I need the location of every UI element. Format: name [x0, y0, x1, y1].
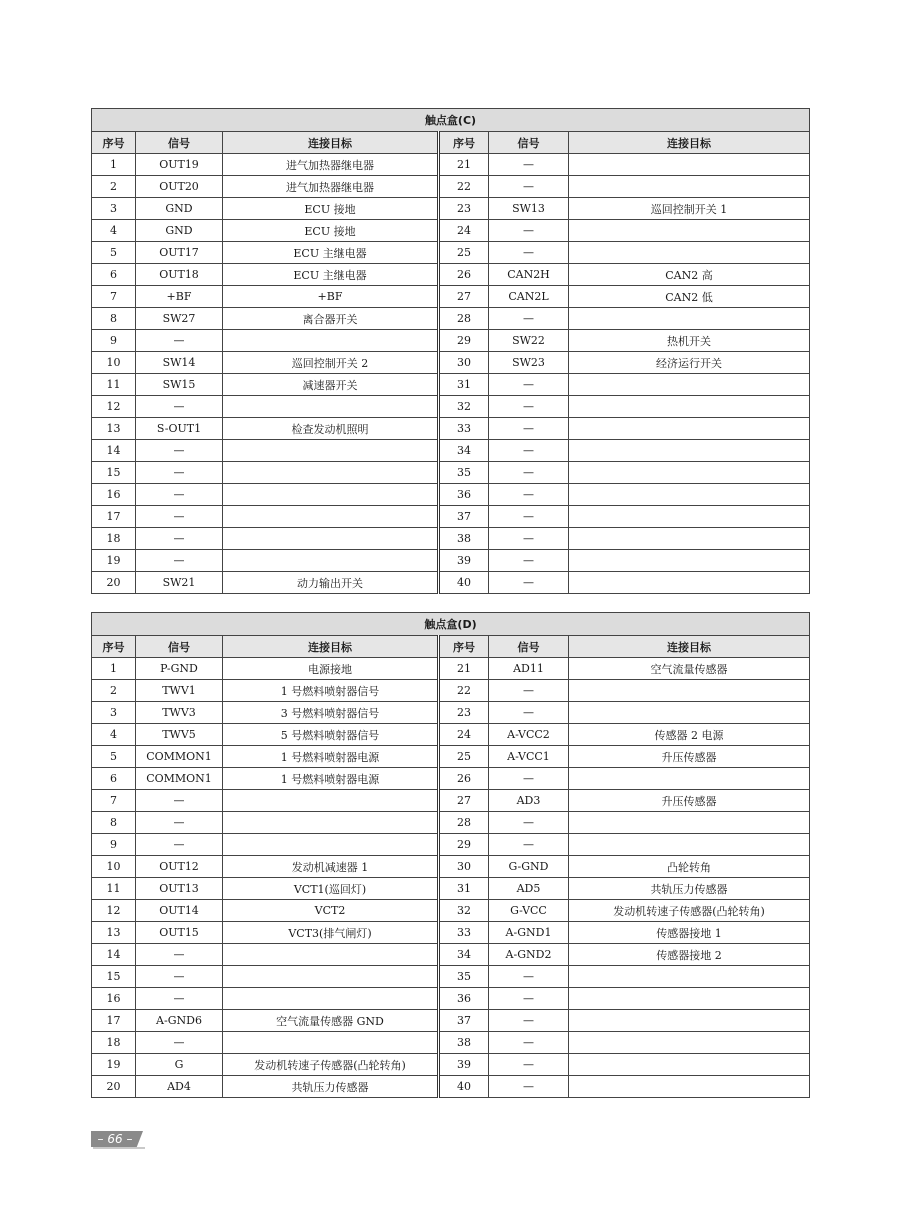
cell-index: 38 [439, 528, 489, 550]
table-row [92, 352, 810, 374]
cell-signal: G-GND [489, 856, 569, 878]
cell-signal: — [489, 506, 569, 528]
cell-signal: — [489, 396, 569, 418]
table-row [92, 1010, 810, 1032]
cell-target: 传感器接地 2 [569, 944, 810, 966]
table-row [92, 1076, 810, 1098]
cell-target [223, 440, 439, 462]
cell-target [223, 396, 439, 418]
cell-target: CAN2 低 [569, 286, 810, 308]
cell-index: 24 [439, 220, 489, 242]
cell-index: 1 [92, 154, 136, 176]
table-row [92, 658, 810, 680]
table-row [92, 900, 810, 922]
cell-target: VCT2 [223, 900, 439, 922]
cell-signal: — [136, 966, 223, 988]
cell-index: 29 [439, 330, 489, 352]
cell-signal: — [489, 374, 569, 396]
page-number-shadow [93, 1147, 145, 1149]
cell-signal: A-VCC2 [489, 724, 569, 746]
column-header-target: 连接目标 [569, 132, 810, 154]
cell-index: 22 [439, 176, 489, 198]
cell-index: 4 [92, 220, 136, 242]
cell-target [569, 1076, 810, 1098]
cell-target: 共轨压力传感器 [569, 878, 810, 900]
cell-signal: SW27 [136, 308, 223, 330]
cell-target [569, 966, 810, 988]
cell-target: 升压传感器 [569, 746, 810, 768]
cell-signal: — [489, 176, 569, 198]
cell-index: 9 [92, 834, 136, 856]
cell-index: 34 [439, 440, 489, 462]
cell-target: 共轨压力传感器 [223, 1076, 439, 1098]
cell-signal: — [136, 790, 223, 812]
cell-index: 12 [92, 900, 136, 922]
cell-index: 23 [439, 198, 489, 220]
cell-signal: — [136, 396, 223, 418]
column-header-signal: 信号 [136, 636, 223, 658]
column-header-index: 序号 [439, 636, 489, 658]
cell-target: ECU 主继电器 [223, 264, 439, 286]
table-row [92, 724, 810, 746]
cell-index: 27 [439, 790, 489, 812]
cell-index: 10 [92, 856, 136, 878]
cell-signal: OUT17 [136, 242, 223, 264]
cell-index: 6 [92, 264, 136, 286]
cell-target: 发动机减速器 1 [223, 856, 439, 878]
cell-signal: A-GND1 [489, 922, 569, 944]
cell-target: 5 号燃料喷射器信号 [223, 724, 439, 746]
cell-target [569, 1010, 810, 1032]
cell-index: 18 [92, 1032, 136, 1054]
cell-index: 25 [439, 242, 489, 264]
cell-signal: — [136, 550, 223, 572]
column-header-signal: 信号 [136, 132, 223, 154]
table-row [92, 440, 810, 462]
cell-target: 巡回控制开关 1 [569, 198, 810, 220]
cell-target: 巡回控制开关 2 [223, 352, 439, 374]
cell-target [569, 418, 810, 440]
cell-signal: G [136, 1054, 223, 1076]
cell-signal: — [489, 988, 569, 1010]
cell-signal: OUT15 [136, 922, 223, 944]
table-row [92, 374, 810, 396]
cell-index: 16 [92, 988, 136, 1010]
cell-signal: OUT14 [136, 900, 223, 922]
cell-signal: AD3 [489, 790, 569, 812]
cell-index: 5 [92, 746, 136, 768]
cell-signal: SW21 [136, 572, 223, 594]
cell-index: 36 [439, 484, 489, 506]
cell-target [569, 484, 810, 506]
cell-signal: GND [136, 198, 223, 220]
cell-signal: SW22 [489, 330, 569, 352]
cell-signal: — [489, 308, 569, 330]
cell-index: 31 [439, 878, 489, 900]
cell-target: 1 号燃料喷射器电源 [223, 746, 439, 768]
cell-index: 35 [439, 462, 489, 484]
table-row [92, 528, 810, 550]
cell-target: 空气流量传感器 GND [223, 1010, 439, 1032]
table-row [92, 1032, 810, 1054]
cell-target [569, 242, 810, 264]
cell-target: 传感器接地 1 [569, 922, 810, 944]
cell-target: 1 号燃料喷射器信号 [223, 680, 439, 702]
cell-target [569, 834, 810, 856]
cell-index: 31 [439, 374, 489, 396]
cell-index: 18 [92, 528, 136, 550]
cell-target: 发动机转速子传感器(凸轮转角) [569, 900, 810, 922]
cell-index: 1 [92, 658, 136, 680]
table-row [92, 922, 810, 944]
column-header-index: 序号 [439, 132, 489, 154]
cell-target [223, 506, 439, 528]
cell-signal: — [136, 528, 223, 550]
cell-target [569, 154, 810, 176]
table-row [92, 264, 810, 286]
cell-signal: — [489, 242, 569, 264]
cell-target [569, 462, 810, 484]
table-row [92, 856, 810, 878]
cell-index: 14 [92, 440, 136, 462]
table-row [92, 680, 810, 702]
table-row [92, 878, 810, 900]
cell-index: 30 [439, 352, 489, 374]
table-row [92, 176, 810, 198]
cell-index: 38 [439, 1032, 489, 1054]
cell-signal: — [489, 528, 569, 550]
cell-index: 32 [439, 396, 489, 418]
cell-index: 35 [439, 966, 489, 988]
cell-index: 25 [439, 746, 489, 768]
cell-index: 26 [439, 768, 489, 790]
cell-target [223, 988, 439, 1010]
cell-target: 减速器开关 [223, 374, 439, 396]
cell-index: 19 [92, 1054, 136, 1076]
cell-index: 34 [439, 944, 489, 966]
page-number-text: – 66 – [97, 1132, 133, 1146]
cell-signal: TWV1 [136, 680, 223, 702]
cell-target [569, 1032, 810, 1054]
table-row [92, 790, 810, 812]
cell-index: 20 [92, 1076, 136, 1098]
cell-index: 2 [92, 680, 136, 702]
cell-index: 29 [439, 834, 489, 856]
cell-target: 热机开关 [569, 330, 810, 352]
cell-target [223, 550, 439, 572]
table-row [92, 396, 810, 418]
cell-index: 4 [92, 724, 136, 746]
cell-signal: A-GND2 [489, 944, 569, 966]
cell-signal: COMMON1 [136, 746, 223, 768]
cell-signal: CAN2H [489, 264, 569, 286]
cell-target: 凸轮转角 [569, 856, 810, 878]
cell-index: 28 [439, 812, 489, 834]
cell-signal: AD5 [489, 878, 569, 900]
cell-index: 37 [439, 506, 489, 528]
cell-signal: OUT12 [136, 856, 223, 878]
cell-index: 3 [92, 702, 136, 724]
cell-target [223, 834, 439, 856]
cell-index: 8 [92, 812, 136, 834]
table-row [92, 506, 810, 528]
cell-index: 15 [92, 462, 136, 484]
cell-signal: A-VCC1 [489, 746, 569, 768]
cell-target [569, 702, 810, 724]
cell-target [223, 966, 439, 988]
cell-target: VCT3(排气闸灯) [223, 922, 439, 944]
cell-target [569, 572, 810, 594]
cell-target: CAN2 高 [569, 264, 810, 286]
table-row [92, 812, 810, 834]
cell-signal: — [136, 988, 223, 1010]
column-header-target: 连接目标 [223, 132, 439, 154]
cell-target [223, 790, 439, 812]
cell-target [569, 220, 810, 242]
cell-signal: — [489, 220, 569, 242]
cell-signal: — [489, 1054, 569, 1076]
cell-target: 进气加热器继电器 [223, 176, 439, 198]
cell-target [569, 176, 810, 198]
cell-signal: TWV5 [136, 724, 223, 746]
cell-target [569, 506, 810, 528]
cell-signal: — [136, 1032, 223, 1054]
cell-index: 13 [92, 922, 136, 944]
cell-signal: +BF [136, 286, 223, 308]
cell-target: +BF [223, 286, 439, 308]
cell-signal: — [136, 462, 223, 484]
cell-signal: — [489, 966, 569, 988]
cell-signal: AD4 [136, 1076, 223, 1098]
cell-index: 17 [92, 1010, 136, 1032]
cell-signal: AD11 [489, 658, 569, 680]
cell-index: 21 [439, 658, 489, 680]
table-row [92, 484, 810, 506]
cell-signal: — [136, 440, 223, 462]
cell-signal: — [489, 834, 569, 856]
cell-target [223, 1032, 439, 1054]
cell-target: 电源接地 [223, 658, 439, 680]
cell-target: 经济运行开关 [569, 352, 810, 374]
cell-target: 发动机转速子传感器(凸轮转角) [223, 1054, 439, 1076]
cell-index: 21 [439, 154, 489, 176]
cell-signal: SW15 [136, 374, 223, 396]
cell-target [569, 988, 810, 1010]
cell-target: 检查发动机照明 [223, 418, 439, 440]
cell-target [569, 308, 810, 330]
cell-index: 10 [92, 352, 136, 374]
cell-index: 7 [92, 286, 136, 308]
cell-index: 36 [439, 988, 489, 1010]
cell-index: 5 [92, 242, 136, 264]
table-row [92, 746, 810, 768]
cell-index: 9 [92, 330, 136, 352]
cell-index: 32 [439, 900, 489, 922]
cell-target [223, 462, 439, 484]
cell-signal: — [136, 506, 223, 528]
cell-target [223, 484, 439, 506]
cell-index: 33 [439, 418, 489, 440]
cell-signal: — [136, 484, 223, 506]
cell-signal: SW13 [489, 198, 569, 220]
cell-target [569, 812, 810, 834]
table-row [92, 550, 810, 572]
cell-target: ECU 接地 [223, 198, 439, 220]
cell-target: 升压传感器 [569, 790, 810, 812]
cell-target [223, 528, 439, 550]
cell-signal: — [489, 572, 569, 594]
cell-target [569, 374, 810, 396]
cell-signal: S-OUT1 [136, 418, 223, 440]
cell-index: 6 [92, 768, 136, 790]
cell-signal: — [489, 550, 569, 572]
cell-index: 23 [439, 702, 489, 724]
column-header-index: 序号 [92, 636, 136, 658]
cell-signal: P-GND [136, 658, 223, 680]
cell-index: 27 [439, 286, 489, 308]
cell-index: 17 [92, 506, 136, 528]
cell-target: 离合器开关 [223, 308, 439, 330]
cell-index: 14 [92, 944, 136, 966]
table-row [92, 988, 810, 1010]
table-row [92, 330, 810, 352]
connector-table-c [91, 108, 810, 594]
cell-signal: CAN2L [489, 286, 569, 308]
cell-signal: A-GND6 [136, 1010, 223, 1032]
cell-index: 37 [439, 1010, 489, 1032]
table-row [92, 198, 810, 220]
table-row [92, 462, 810, 484]
table-title: 触点盒(D) [92, 613, 810, 636]
cell-target [569, 680, 810, 702]
cell-index: 28 [439, 308, 489, 330]
cell-target: ECU 主继电器 [223, 242, 439, 264]
cell-signal: — [136, 330, 223, 352]
table-row [92, 702, 810, 724]
cell-target [223, 944, 439, 966]
cell-signal: OUT19 [136, 154, 223, 176]
column-header-signal: 信号 [489, 636, 569, 658]
table-row [92, 1054, 810, 1076]
cell-signal: SW14 [136, 352, 223, 374]
table-row [92, 768, 810, 790]
column-header-target: 连接目标 [223, 636, 439, 658]
table-row [92, 242, 810, 264]
table-row [92, 572, 810, 594]
cell-signal: — [489, 1076, 569, 1098]
column-header-index: 序号 [92, 132, 136, 154]
cell-index: 11 [92, 374, 136, 396]
cell-signal: — [489, 462, 569, 484]
cell-index: 12 [92, 396, 136, 418]
cell-index: 3 [92, 198, 136, 220]
cell-signal: — [489, 702, 569, 724]
cell-index: 26 [439, 264, 489, 286]
cell-index: 22 [439, 680, 489, 702]
cell-signal: G-VCC [489, 900, 569, 922]
page-number [91, 1131, 147, 1149]
cell-signal: — [489, 768, 569, 790]
table-title: 触点盒(C) [92, 109, 810, 132]
cell-index: 40 [439, 572, 489, 594]
cell-signal: — [489, 484, 569, 506]
cell-index: 40 [439, 1076, 489, 1098]
column-header-signal: 信号 [489, 132, 569, 154]
cell-signal: — [136, 812, 223, 834]
cell-target [569, 396, 810, 418]
cell-signal: OUT20 [136, 176, 223, 198]
cell-index: 24 [439, 724, 489, 746]
cell-target: 1 号燃料喷射器电源 [223, 768, 439, 790]
cell-signal: — [489, 1032, 569, 1054]
cell-signal: OUT18 [136, 264, 223, 286]
table-row [92, 154, 810, 176]
cell-signal: — [489, 440, 569, 462]
cell-index: 16 [92, 484, 136, 506]
cell-target: ECU 接地 [223, 220, 439, 242]
table-row [92, 220, 810, 242]
cell-index: 11 [92, 878, 136, 900]
cell-signal: — [489, 680, 569, 702]
cell-target [569, 768, 810, 790]
cell-target: 传感器 2 电源 [569, 724, 810, 746]
connector-table-d [91, 612, 810, 1098]
cell-target [569, 440, 810, 462]
cell-target: 进气加热器继电器 [223, 154, 439, 176]
cell-index: 33 [439, 922, 489, 944]
cell-index: 39 [439, 1054, 489, 1076]
cell-index: 2 [92, 176, 136, 198]
cell-index: 20 [92, 572, 136, 594]
cell-signal: GND [136, 220, 223, 242]
cell-index: 30 [439, 856, 489, 878]
cell-signal: — [136, 834, 223, 856]
table-row [92, 418, 810, 440]
cell-index: 7 [92, 790, 136, 812]
table-row [92, 286, 810, 308]
cell-signal: — [489, 1010, 569, 1032]
table-row [92, 834, 810, 856]
cell-signal: — [489, 812, 569, 834]
cell-signal: — [489, 154, 569, 176]
cell-index: 39 [439, 550, 489, 572]
cell-target [569, 528, 810, 550]
cell-target: VCT1(巡回灯) [223, 878, 439, 900]
cell-index: 13 [92, 418, 136, 440]
table-row [92, 944, 810, 966]
cell-target [569, 1054, 810, 1076]
cell-signal: SW23 [489, 352, 569, 374]
cell-target: 动力输出开关 [223, 572, 439, 594]
cell-target: 3 号燃料喷射器信号 [223, 702, 439, 724]
cell-index: 15 [92, 966, 136, 988]
table-row [92, 308, 810, 330]
cell-signal: — [489, 418, 569, 440]
cell-target [223, 812, 439, 834]
cell-index: 8 [92, 308, 136, 330]
cell-target [569, 550, 810, 572]
cell-signal: OUT13 [136, 878, 223, 900]
cell-signal: TWV3 [136, 702, 223, 724]
cell-target: 空气流量传感器 [569, 658, 810, 680]
column-header-target: 连接目标 [569, 636, 810, 658]
cell-signal: COMMON1 [136, 768, 223, 790]
table-row [92, 966, 810, 988]
cell-signal: — [136, 944, 223, 966]
cell-target [223, 330, 439, 352]
cell-index: 19 [92, 550, 136, 572]
